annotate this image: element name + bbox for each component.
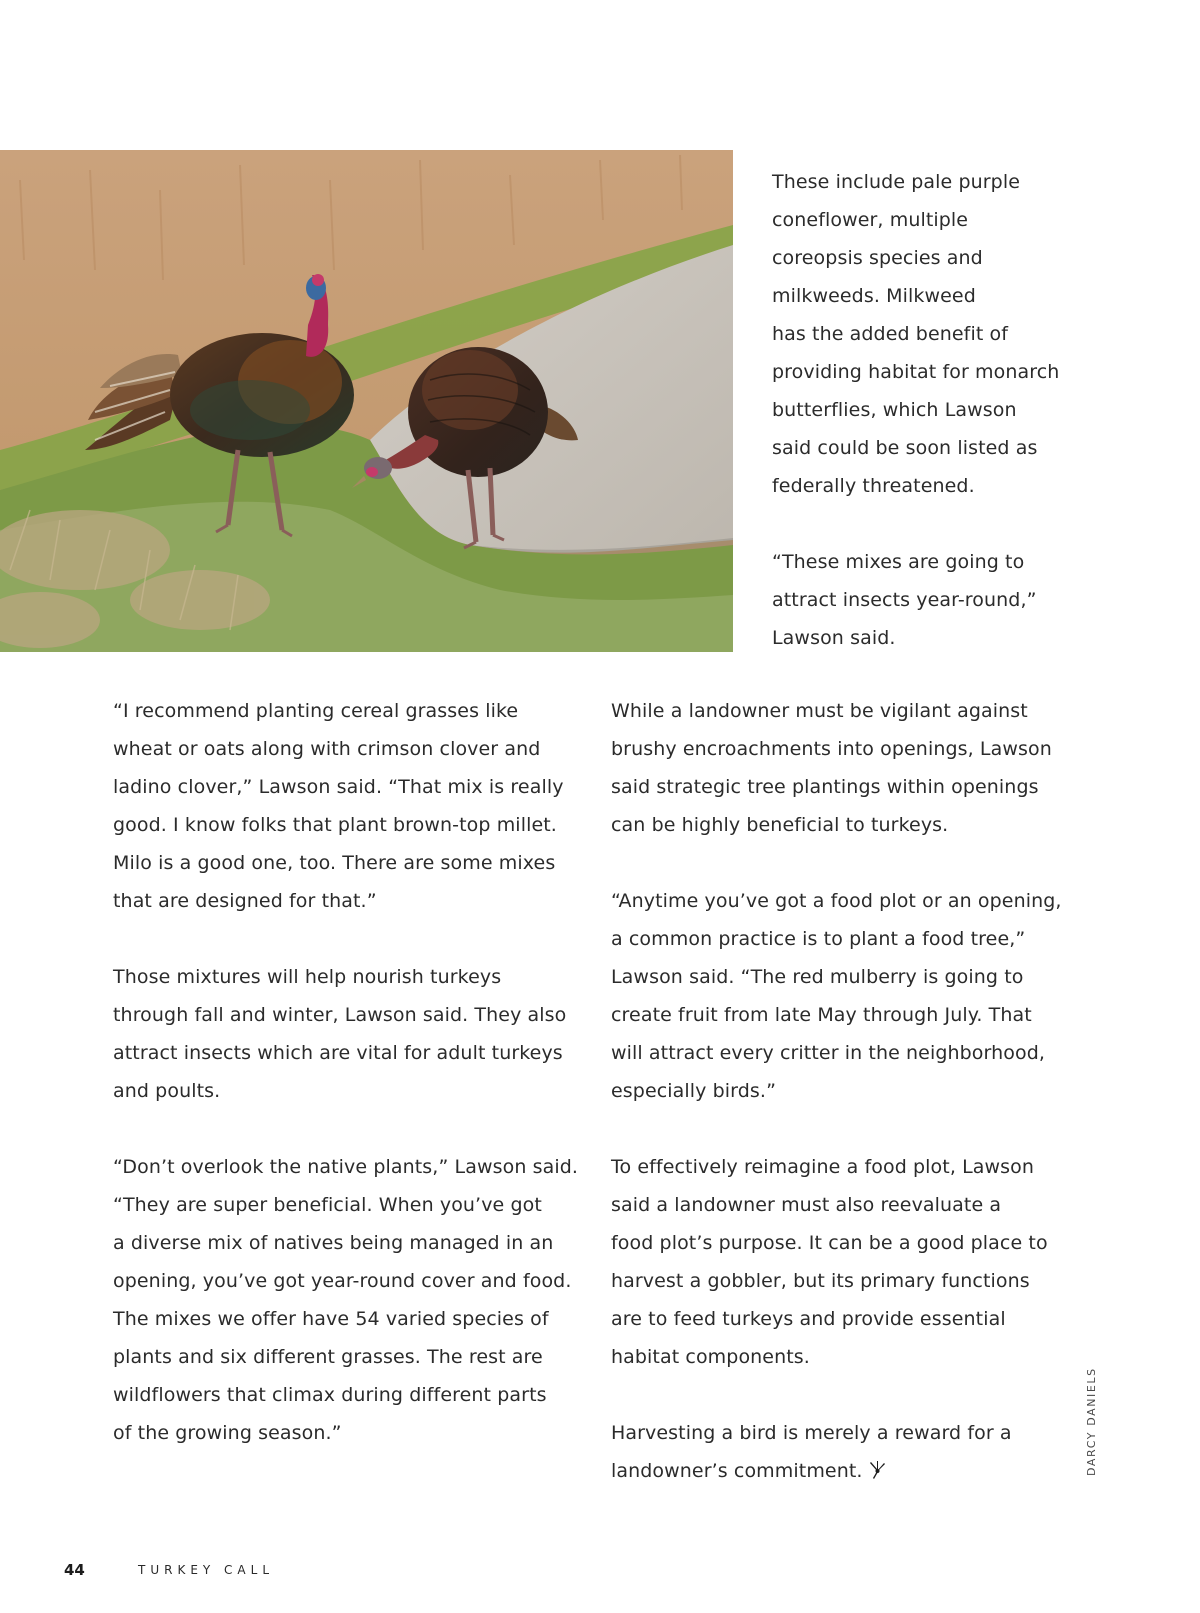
text-line: While a landowner must be vigilant against: [611, 700, 1028, 722]
text-line: and poults.: [113, 1080, 221, 1102]
text-line: Milo is a good one, too. There are some mixes: [113, 852, 556, 874]
text-line: milkweeds. Milkweed: [772, 285, 976, 307]
text-line: attract insects which are vital for adult turkeys: [113, 1042, 563, 1064]
final-sentence: landowner’s commitment.: [611, 1460, 863, 1482]
paragraph: [113, 692, 583, 920]
text-line: The mixes we offer have 54 varied species of: [113, 1308, 549, 1330]
text-line: “They are super beneficial. When you’ve got: [113, 1194, 542, 1216]
paragraph: [611, 1414, 1081, 1493]
turkey-track-icon: [867, 1455, 887, 1493]
text-line: a common practice is to plant a food tree,”: [611, 928, 1026, 950]
text-line: food plot’s purpose. It can be a good place to: [611, 1232, 1048, 1254]
text-line: will attract every critter in the neighborhood,: [611, 1042, 1045, 1064]
text-line: that are designed for that.”: [113, 890, 377, 912]
text-line: Lawson said.: [772, 627, 896, 649]
text-line: can be highly beneficial to turkeys.: [611, 814, 949, 836]
text-line: wildflowers that climax during different parts: [113, 1384, 547, 1406]
text-line: coneflower, multiple: [772, 209, 969, 231]
turkey-photo: [0, 150, 733, 652]
paragraph: [611, 692, 1081, 844]
paragraph: [772, 163, 1072, 505]
text-line: good. I know folks that plant brown-top millet.: [113, 814, 557, 836]
left-column: [113, 692, 583, 1452]
text-line: opening, you’ve got year-round cover and food.: [113, 1270, 572, 1292]
text-line: through fall and winter, Lawson said. They also: [113, 1004, 567, 1026]
text-line: “Don’t overlook the native plants,” Lawson said.: [113, 1156, 579, 1178]
text-line: habitat components.: [611, 1346, 810, 1368]
text-line: wheat or oats along with crimson clover and: [113, 738, 541, 760]
paragraph: [772, 543, 1072, 657]
page-number: 44: [64, 1561, 85, 1579]
text-line: coreopsis species and: [772, 247, 983, 269]
paragraph: [113, 1148, 583, 1452]
text-line: of the growing season.”: [113, 1422, 342, 1444]
text-line: Harvesting a bird is merely a reward for a: [611, 1422, 1012, 1444]
turkey-photo-art: [0, 150, 733, 652]
text-line: plants and six different grasses. The rest are: [113, 1346, 543, 1368]
paragraph: [611, 1148, 1081, 1376]
text-line: To effectively reimagine a food plot, Lawson: [611, 1156, 1035, 1178]
text-line: “These mixes are going to: [772, 551, 1025, 573]
text-line: Lawson said. “The red mulberry is going to: [611, 966, 1024, 988]
text-line: butterflies, which Lawson: [772, 399, 1017, 421]
text-line: said a landowner must also reevaluate a: [611, 1194, 1002, 1216]
text-line: brushy encroachments into openings, Lawson: [611, 738, 1052, 760]
text-line: especially birds.”: [611, 1080, 777, 1102]
text-line: Those mixtures will help nourish turkeys: [113, 966, 502, 988]
right-column: [611, 692, 1081, 1493]
text-line: ladino clover,” Lawson said. “That mix is really: [113, 776, 564, 798]
text-line: federally threatened.: [772, 475, 975, 497]
text-line: a diverse mix of natives being managed in an: [113, 1232, 554, 1254]
text-line: providing habitat for monarch: [772, 361, 1060, 383]
text-line: attract insects year-round,”: [772, 589, 1037, 611]
text-line-final: [611, 1452, 1081, 1493]
magazine-name: TURKEY CALL: [138, 1563, 275, 1577]
paragraph: [113, 958, 583, 1110]
text-line: harvest a gobbler, but its primary functions: [611, 1270, 1030, 1292]
text-line: “I recommend planting cereal grasses like: [113, 700, 519, 722]
text-line: said strategic tree plantings within openings: [611, 776, 1039, 798]
text-line: said could be soon listed as: [772, 437, 1038, 459]
text-line: These include pale purple: [772, 171, 1020, 193]
sidebar-text: [772, 163, 1072, 657]
photo-credit: DARCY DANIELS: [1085, 1367, 1098, 1476]
text-line: are to feed turkeys and provide essential: [611, 1308, 1006, 1330]
text-line: create fruit from late May through July. That: [611, 1004, 1032, 1026]
text-line: has the added benefit of: [772, 323, 1009, 345]
paragraph: [611, 882, 1081, 1110]
text-line: “Anytime you’ve got a food plot or an opening,: [611, 890, 1062, 912]
